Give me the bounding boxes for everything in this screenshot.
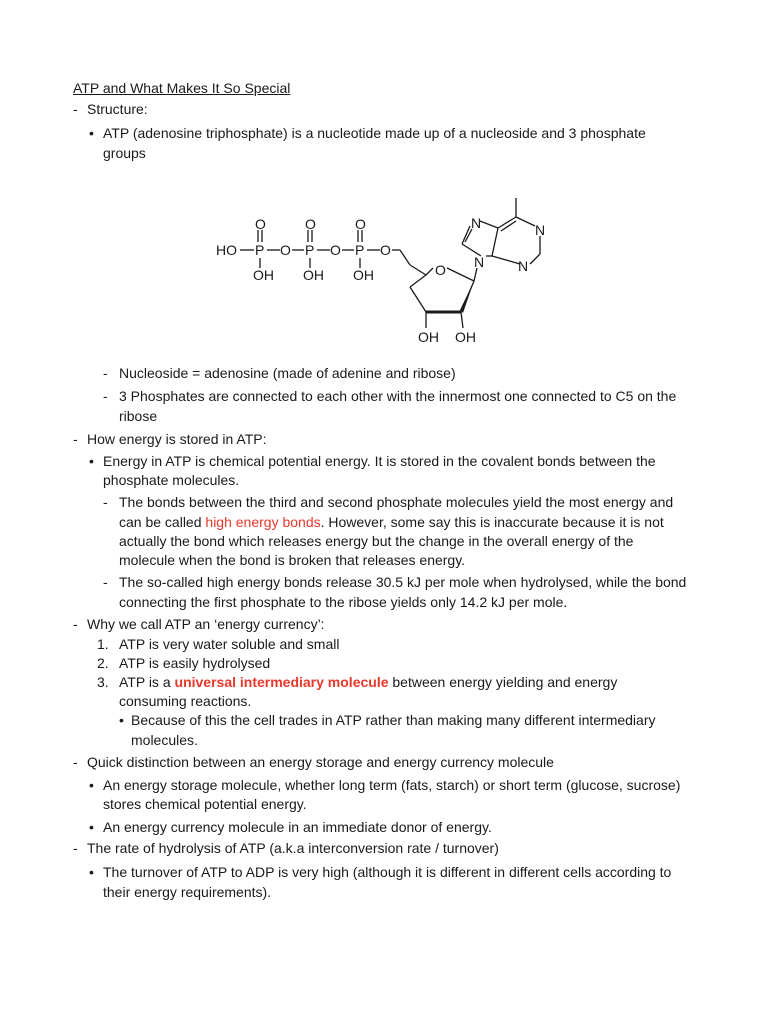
currency-sub-line: molecules. <box>131 732 198 748</box>
nucleoside-line: Nucleoside = adenosine (made of adenine and ribose) <box>119 365 456 381</box>
structure-point-line: ATP (adenosine triphosphate) is a nucleotide made up of a nucleoside and 3 phosphate <box>103 125 646 141</box>
dash-marker: - <box>103 365 108 381</box>
number-marker: 2. <box>97 655 109 671</box>
energy-sub-line: can be called high energy bonds. However, some say this is inaccurate because it is not <box>119 514 664 530</box>
oxygen-label: O <box>280 242 291 258</box>
dash-marker: - <box>73 754 78 770</box>
rate-point-line: The turnover of ATP to ADP is very high (although it is different in different cells according to <box>103 864 672 880</box>
currency-item: ATP is easily hydrolysed <box>119 655 271 671</box>
hydroxyl-label: OH <box>353 267 374 283</box>
energy-sub-line: The bonds between the third and second phosphate molecules yield the most energy and <box>119 494 674 510</box>
energy-sub-line: actually the bond which releases energy but the change in the overall energy of the <box>119 533 634 549</box>
rate-point-line: their energy requirements). <box>103 884 272 900</box>
phosphorus-label: P <box>255 242 265 258</box>
bullet-marker: • <box>89 777 94 793</box>
dash-marker: - <box>73 616 78 632</box>
oxygen-label: O <box>255 216 266 232</box>
currency-item: ATP is very water soluble and small <box>119 636 340 652</box>
oxygen-label: O <box>355 216 366 232</box>
dash-marker: - <box>73 431 78 447</box>
phosphorus-label: P <box>305 242 315 258</box>
structure-point-line: groups <box>103 145 146 161</box>
distinction-heading: Quick distinction between an energy storage and energy currency molecule <box>87 754 554 770</box>
hydroxyl-label: OH <box>253 267 274 283</box>
energy-sub-line: molecule when the bond is broken that releases energy. <box>119 552 466 568</box>
currency-item: consuming reactions. <box>119 693 252 709</box>
hydroxyl-label: HO <box>216 242 237 258</box>
bullet-marker: • <box>89 864 94 880</box>
highlight-high-energy-bonds: high energy bonds <box>205 514 321 530</box>
dash-marker: - <box>73 840 78 856</box>
distinction-point-line: An energy currency molecule in an immediate donor of energy. <box>103 819 492 835</box>
hydroxyl-label: OH <box>418 329 439 345</box>
number-marker: 1. <box>97 636 109 652</box>
currency-sub-line: Because of this the cell trades in ATP rather than making many different intermediary <box>131 712 656 728</box>
hydroxyl-label: OH <box>455 329 476 345</box>
dash-marker: - <box>103 494 108 510</box>
hydroxyl-label: OH <box>303 267 324 283</box>
energy-sub-line: The so-called high energy bonds release 30.5 kJ per mole when hydrolysed, while the bond <box>119 574 687 590</box>
highlight-universal-intermediary: universal intermediary molecule <box>174 674 389 690</box>
rate-heading: The rate of hydrolysis of ATP (a.k.a interconversion rate / turnover) <box>87 840 499 856</box>
oxygen-label: O <box>330 242 341 258</box>
energy-point-line: Energy in ATP is chemical potential energy. It is stored in the covalent bonds between the <box>103 453 656 469</box>
bullet-marker: • <box>89 125 94 141</box>
energy-point-line: phosphate molecules. <box>103 472 240 488</box>
nitrogen-label: N <box>474 254 485 270</box>
oxygen-label: O <box>305 216 316 232</box>
distinction-point-line: stores chemical potential energy. <box>103 796 307 812</box>
phosphates-line: 3 Phosphates are connected to each other with the innermost one connected to C5 on the <box>119 388 677 404</box>
dash-marker: - <box>103 574 108 590</box>
bullet-marker: • <box>89 819 94 835</box>
phosphates-line: ribose <box>119 408 158 424</box>
dash-marker: - <box>103 388 108 404</box>
ring-oxygen-label: O <box>435 262 446 278</box>
energy-heading: How energy is stored in ATP: <box>87 431 267 447</box>
energy-sub-line: connecting the first phosphate to the ribose yields only 14.2 kJ per mole. <box>119 594 568 610</box>
bullet-marker: • <box>119 712 124 728</box>
bullet-marker: • <box>89 453 94 469</box>
nitrogen-label: N <box>518 258 529 274</box>
dash-marker: - <box>73 101 78 117</box>
distinction-point-line: An energy storage molecule, whether long term (fats, starch) or short term (glucose, sucrose) <box>103 777 681 793</box>
oxygen-label: O <box>380 242 391 258</box>
atp-structure-diagram <box>210 190 570 355</box>
page-title: ATP and What Makes It So Special <box>73 80 291 96</box>
number-marker: 3. <box>97 674 109 690</box>
currency-item: ATP is a universal intermediary molecule between energy yielding and energy <box>119 674 618 690</box>
phosphorus-label: P <box>355 242 365 258</box>
nitrogen-label: N <box>471 215 482 231</box>
structure-heading: Structure: <box>87 101 148 117</box>
nitrogen-label: N <box>535 222 546 238</box>
currency-heading: Why we call ATP an ‘energy currency’: <box>87 616 325 632</box>
